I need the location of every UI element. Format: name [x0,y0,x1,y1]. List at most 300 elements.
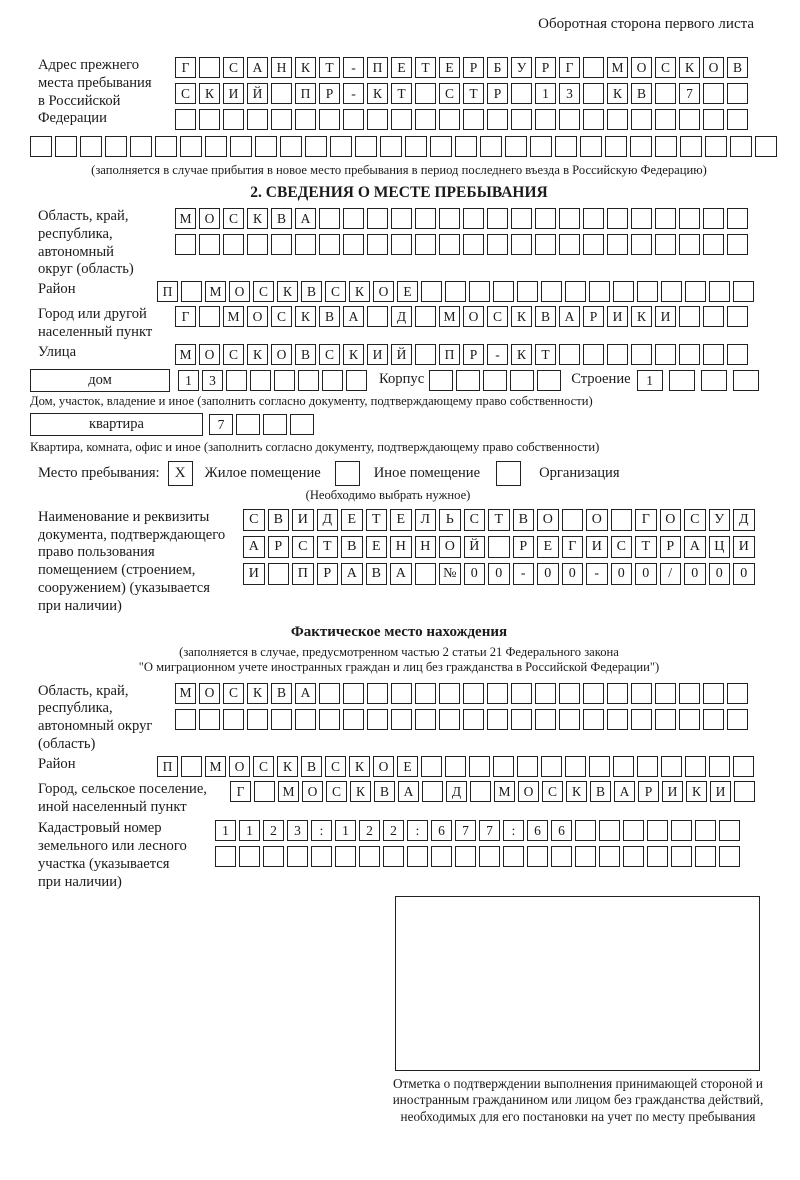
char-cell[interactable] [415,208,436,229]
char-cell[interactable] [535,683,556,704]
char-cell[interactable]: 0 [684,563,706,585]
char-cell[interactable]: Е [439,57,460,78]
char-cell[interactable]: В [319,306,340,327]
char-cell[interactable] [637,756,658,777]
char-cell[interactable] [565,281,586,302]
char-cell[interactable]: К [277,756,298,777]
char-cell[interactable] [719,820,740,841]
char-cell[interactable]: И [710,781,731,802]
char-cell[interactable] [555,136,577,157]
char-cell[interactable] [343,234,364,255]
char-cell[interactable] [199,306,220,327]
char-cell[interactable]: И [586,536,608,558]
char-cell[interactable] [415,683,436,704]
char-cell[interactable] [511,234,532,255]
char-cell[interactable] [575,846,596,867]
char-cell[interactable] [421,756,442,777]
char-cell[interactable]: Д [391,306,412,327]
char-cell[interactable] [583,83,604,104]
char-cell[interactable] [367,709,388,730]
char-cell[interactable] [583,208,604,229]
char-cell[interactable] [607,109,628,130]
checkbox-organization[interactable] [496,461,521,486]
char-cell[interactable]: Р [638,781,659,802]
char-cell[interactable]: В [271,208,292,229]
char-cell[interactable] [105,136,127,157]
char-cell[interactable] [367,234,388,255]
char-cell[interactable] [511,83,532,104]
char-cell[interactable]: О [373,281,394,302]
char-cell[interactable]: А [684,536,706,558]
char-cell[interactable] [298,370,319,391]
char-cell[interactable]: О [271,344,292,365]
char-cell[interactable] [719,846,740,867]
char-cell[interactable]: К [343,344,364,365]
char-cell[interactable]: И [223,83,244,104]
char-cell[interactable] [637,281,658,302]
char-cell[interactable]: С [326,781,347,802]
char-cell[interactable] [530,136,552,157]
char-cell[interactable] [613,281,634,302]
char-cell[interactable]: В [590,781,611,802]
char-cell[interactable] [679,109,700,130]
char-cell[interactable] [511,709,532,730]
char-cell[interactable] [661,756,682,777]
char-cell[interactable] [439,234,460,255]
char-cell[interactable]: С [464,509,486,531]
char-cell[interactable]: А [341,563,363,585]
char-cell[interactable]: С [319,344,340,365]
char-cell[interactable] [199,709,220,730]
char-cell[interactable]: М [175,208,196,229]
char-cell[interactable] [463,208,484,229]
char-cell[interactable]: С [175,83,196,104]
char-cell[interactable]: К [295,306,316,327]
char-cell[interactable] [607,234,628,255]
char-cell[interactable] [734,781,755,802]
char-cell[interactable] [226,370,247,391]
char-cell[interactable] [535,208,556,229]
char-cell[interactable]: О [660,509,682,531]
char-cell[interactable]: С [611,536,633,558]
char-cell[interactable] [439,709,460,730]
char-cell[interactable]: О [247,306,268,327]
char-cell[interactable] [655,83,676,104]
char-cell[interactable] [483,370,507,391]
char-cell[interactable] [199,57,220,78]
char-cell[interactable] [445,281,466,302]
char-cell[interactable] [415,344,436,365]
char-cell[interactable] [703,83,724,104]
char-cell[interactable] [631,109,652,130]
char-cell[interactable] [319,234,340,255]
char-cell[interactable]: Й [464,536,486,558]
house-type-field[interactable]: дом [30,369,170,392]
char-cell[interactable] [541,281,562,302]
char-cell[interactable]: О [373,756,394,777]
char-cell[interactable] [511,683,532,704]
char-cell[interactable] [263,846,284,867]
char-cell[interactable]: : [311,820,332,841]
char-cell[interactable]: М [439,306,460,327]
char-cell[interactable] [463,683,484,704]
char-cell[interactable]: А [247,57,268,78]
char-cell[interactable] [415,109,436,130]
char-cell[interactable] [255,136,277,157]
char-cell[interactable] [727,109,748,130]
char-cell[interactable] [445,756,466,777]
char-cell[interactable]: К [247,208,268,229]
char-cell[interactable] [589,281,610,302]
char-cell[interactable]: Р [463,344,484,365]
char-cell[interactable] [223,109,244,130]
char-cell[interactable] [607,709,628,730]
char-cell[interactable]: К [679,57,700,78]
char-cell[interactable]: О [199,208,220,229]
char-cell[interactable]: П [295,83,316,104]
char-cell[interactable] [655,109,676,130]
char-cell[interactable]: 7 [479,820,500,841]
char-cell[interactable] [199,109,220,130]
char-cell[interactable] [487,709,508,730]
char-cell[interactable]: Г [230,781,251,802]
char-cell[interactable] [155,136,177,157]
char-cell[interactable]: 1 [178,370,199,391]
char-cell[interactable] [319,109,340,130]
char-cell[interactable]: 0 [635,563,657,585]
char-cell[interactable]: К [367,83,388,104]
char-cell[interactable]: 0 [733,563,755,585]
char-cell[interactable]: А [390,563,412,585]
char-cell[interactable] [655,709,676,730]
char-cell[interactable] [607,344,628,365]
char-cell[interactable] [469,281,490,302]
char-cell[interactable]: К [686,781,707,802]
char-cell[interactable] [541,756,562,777]
char-cell[interactable] [430,136,452,157]
char-cell[interactable] [247,709,268,730]
char-cell[interactable]: К [247,683,268,704]
char-cell[interactable]: О [199,683,220,704]
char-cell[interactable]: К [511,306,532,327]
char-cell[interactable] [487,208,508,229]
char-cell[interactable]: Е [366,536,388,558]
char-cell[interactable] [346,370,367,391]
char-cell[interactable]: Р [660,536,682,558]
char-cell[interactable] [407,846,428,867]
char-cell[interactable]: В [301,281,322,302]
char-cell[interactable] [263,414,287,435]
char-cell[interactable] [439,683,460,704]
char-cell[interactable]: Р [463,57,484,78]
char-cell[interactable]: 2 [359,820,380,841]
char-cell[interactable]: П [439,344,460,365]
char-cell[interactable] [661,281,682,302]
char-cell[interactable] [580,136,602,157]
char-cell[interactable] [599,846,620,867]
char-cell[interactable]: О [537,509,559,531]
char-cell[interactable]: 7 [679,83,700,104]
char-cell[interactable] [537,370,561,391]
char-cell[interactable] [655,234,676,255]
char-cell[interactable] [274,370,295,391]
char-cell[interactable] [268,563,290,585]
char-cell[interactable] [463,234,484,255]
char-cell[interactable] [679,234,700,255]
char-cell[interactable] [130,136,152,157]
char-cell[interactable] [705,136,727,157]
char-cell[interactable]: 6 [551,820,572,841]
char-cell[interactable]: 3 [287,820,308,841]
char-cell[interactable]: С [271,306,292,327]
char-cell[interactable] [429,370,453,391]
char-cell[interactable]: 0 [611,563,633,585]
char-cell[interactable]: О [586,509,608,531]
char-cell[interactable] [510,370,534,391]
char-cell[interactable] [727,344,748,365]
char-cell[interactable] [583,234,604,255]
char-cell[interactable]: 2 [263,820,284,841]
char-cell[interactable] [421,281,442,302]
char-cell[interactable]: 1 [239,820,260,841]
char-cell[interactable] [55,136,77,157]
char-cell[interactable] [583,709,604,730]
char-cell[interactable] [607,208,628,229]
char-cell[interactable] [230,136,252,157]
char-cell[interactable]: И [607,306,628,327]
char-cell[interactable] [630,136,652,157]
char-cell[interactable] [703,208,724,229]
char-cell[interactable]: Д [733,509,755,531]
char-cell[interactable] [415,709,436,730]
char-cell[interactable] [680,136,702,157]
char-cell[interactable] [589,756,610,777]
char-cell[interactable] [415,83,436,104]
char-cell[interactable]: У [709,509,731,531]
char-cell[interactable] [383,846,404,867]
char-cell[interactable] [343,208,364,229]
char-cell[interactable] [583,344,604,365]
char-cell[interactable] [415,563,437,585]
char-cell[interactable] [343,683,364,704]
char-cell[interactable] [709,281,730,302]
char-cell[interactable]: Р [317,563,339,585]
char-cell[interactable]: И [243,563,265,585]
char-cell[interactable]: 0 [464,563,486,585]
char-cell[interactable] [355,136,377,157]
char-cell[interactable] [631,208,652,229]
char-cell[interactable] [463,709,484,730]
char-cell[interactable] [359,846,380,867]
char-cell[interactable]: Й [247,83,268,104]
char-cell[interactable] [280,136,302,157]
char-cell[interactable]: Т [535,344,556,365]
char-cell[interactable]: 0 [488,563,510,585]
char-cell[interactable]: Ц [709,536,731,558]
char-cell[interactable]: В [366,563,388,585]
char-cell[interactable]: С [223,683,244,704]
char-cell[interactable] [322,370,343,391]
char-cell[interactable] [305,136,327,157]
char-cell[interactable] [562,509,584,531]
char-cell[interactable]: К [566,781,587,802]
char-cell[interactable]: С [487,306,508,327]
char-cell[interactable]: Т [488,509,510,531]
char-cell[interactable] [709,756,730,777]
char-cell[interactable] [479,846,500,867]
char-cell[interactable] [367,306,388,327]
char-cell[interactable]: В [271,683,292,704]
char-cell[interactable] [367,683,388,704]
char-cell[interactable] [631,709,652,730]
char-cell[interactable] [295,109,316,130]
char-cell[interactable] [367,208,388,229]
char-cell[interactable]: К [607,83,628,104]
char-cell[interactable] [422,781,443,802]
char-cell[interactable]: К [199,83,220,104]
char-cell[interactable]: С [684,509,706,531]
char-cell[interactable] [503,846,524,867]
char-cell[interactable]: Й [391,344,412,365]
char-cell[interactable] [733,281,754,302]
char-cell[interactable] [511,208,532,229]
char-cell[interactable] [271,234,292,255]
char-cell[interactable] [239,846,260,867]
char-cell[interactable]: О [463,306,484,327]
char-cell[interactable] [655,136,677,157]
char-cell[interactable] [247,109,268,130]
char-cell[interactable] [247,234,268,255]
char-cell[interactable] [685,756,706,777]
char-cell[interactable]: Г [562,536,584,558]
char-cell[interactable]: К [350,781,371,802]
char-cell[interactable]: И [367,344,388,365]
char-cell[interactable]: О [229,756,250,777]
char-cell[interactable] [480,136,502,157]
char-cell[interactable] [367,109,388,130]
char-cell[interactable] [565,756,586,777]
char-cell[interactable] [487,683,508,704]
char-cell[interactable]: В [301,756,322,777]
char-cell[interactable] [80,136,102,157]
char-cell[interactable] [180,136,202,157]
char-cell[interactable]: Д [446,781,467,802]
char-cell[interactable] [679,208,700,229]
char-cell[interactable] [335,846,356,867]
char-cell[interactable] [613,756,634,777]
char-cell[interactable]: 1 [535,83,556,104]
char-cell[interactable]: С [243,509,265,531]
char-cell[interactable] [679,344,700,365]
char-cell[interactable] [405,136,427,157]
char-cell[interactable]: : [407,820,428,841]
char-cell[interactable] [391,208,412,229]
char-cell[interactable]: Е [397,756,418,777]
char-cell[interactable] [181,281,202,302]
char-cell[interactable] [631,683,652,704]
char-cell[interactable]: Н [415,536,437,558]
char-cell[interactable] [236,414,260,435]
char-cell[interactable] [559,344,580,365]
char-cell[interactable] [290,414,314,435]
char-cell[interactable]: К [247,344,268,365]
char-cell[interactable] [685,281,706,302]
char-cell[interactable]: С [542,781,563,802]
char-cell[interactable] [631,234,652,255]
char-cell[interactable] [701,370,727,391]
char-cell[interactable]: И [662,781,683,802]
char-cell[interactable]: - [513,563,535,585]
char-cell[interactable] [511,109,532,130]
char-cell[interactable]: Ь [439,509,461,531]
char-cell[interactable]: Р [535,57,556,78]
char-cell[interactable]: - [487,344,508,365]
char-cell[interactable]: № [439,563,461,585]
char-cell[interactable] [181,756,202,777]
char-cell[interactable] [271,83,292,104]
char-cell[interactable]: - [343,57,364,78]
char-cell[interactable]: П [367,57,388,78]
char-cell[interactable] [607,683,628,704]
char-cell[interactable] [535,709,556,730]
char-cell[interactable]: А [559,306,580,327]
char-cell[interactable]: В [631,83,652,104]
char-cell[interactable] [703,109,724,130]
char-cell[interactable]: О [518,781,539,802]
char-cell[interactable] [623,846,644,867]
char-cell[interactable]: В [727,57,748,78]
char-cell[interactable]: Т [391,83,412,104]
char-cell[interactable] [655,344,676,365]
char-cell[interactable]: Е [391,57,412,78]
char-cell[interactable] [391,234,412,255]
char-cell[interactable] [295,234,316,255]
char-cell[interactable]: О [703,57,724,78]
char-cell[interactable] [415,234,436,255]
char-cell[interactable] [647,820,668,841]
char-cell[interactable] [727,208,748,229]
char-cell[interactable]: В [513,509,535,531]
char-cell[interactable] [391,683,412,704]
char-cell[interactable] [456,370,480,391]
char-cell[interactable]: С [253,281,274,302]
char-cell[interactable]: Н [271,57,292,78]
char-cell[interactable]: И [655,306,676,327]
char-cell[interactable]: Т [317,536,339,558]
apartment-type-field[interactable]: квартира [30,413,203,436]
char-cell[interactable]: С [223,57,244,78]
char-cell[interactable]: Г [175,57,196,78]
char-cell[interactable] [175,709,196,730]
char-cell[interactable] [30,136,52,157]
char-cell[interactable]: 1 [215,820,236,841]
char-cell[interactable] [517,756,538,777]
char-cell[interactable]: М [223,306,244,327]
char-cell[interactable]: М [175,683,196,704]
char-cell[interactable] [655,208,676,229]
char-cell[interactable]: 0 [562,563,584,585]
char-cell[interactable]: В [535,306,556,327]
char-cell[interactable]: 3 [559,83,580,104]
char-cell[interactable]: В [341,536,363,558]
char-cell[interactable] [559,208,580,229]
char-cell[interactable] [671,846,692,867]
char-cell[interactable]: Р [583,306,604,327]
char-cell[interactable]: 7 [455,820,476,841]
char-cell[interactable]: П [292,563,314,585]
char-cell[interactable]: Т [415,57,436,78]
char-cell[interactable]: С [439,83,460,104]
